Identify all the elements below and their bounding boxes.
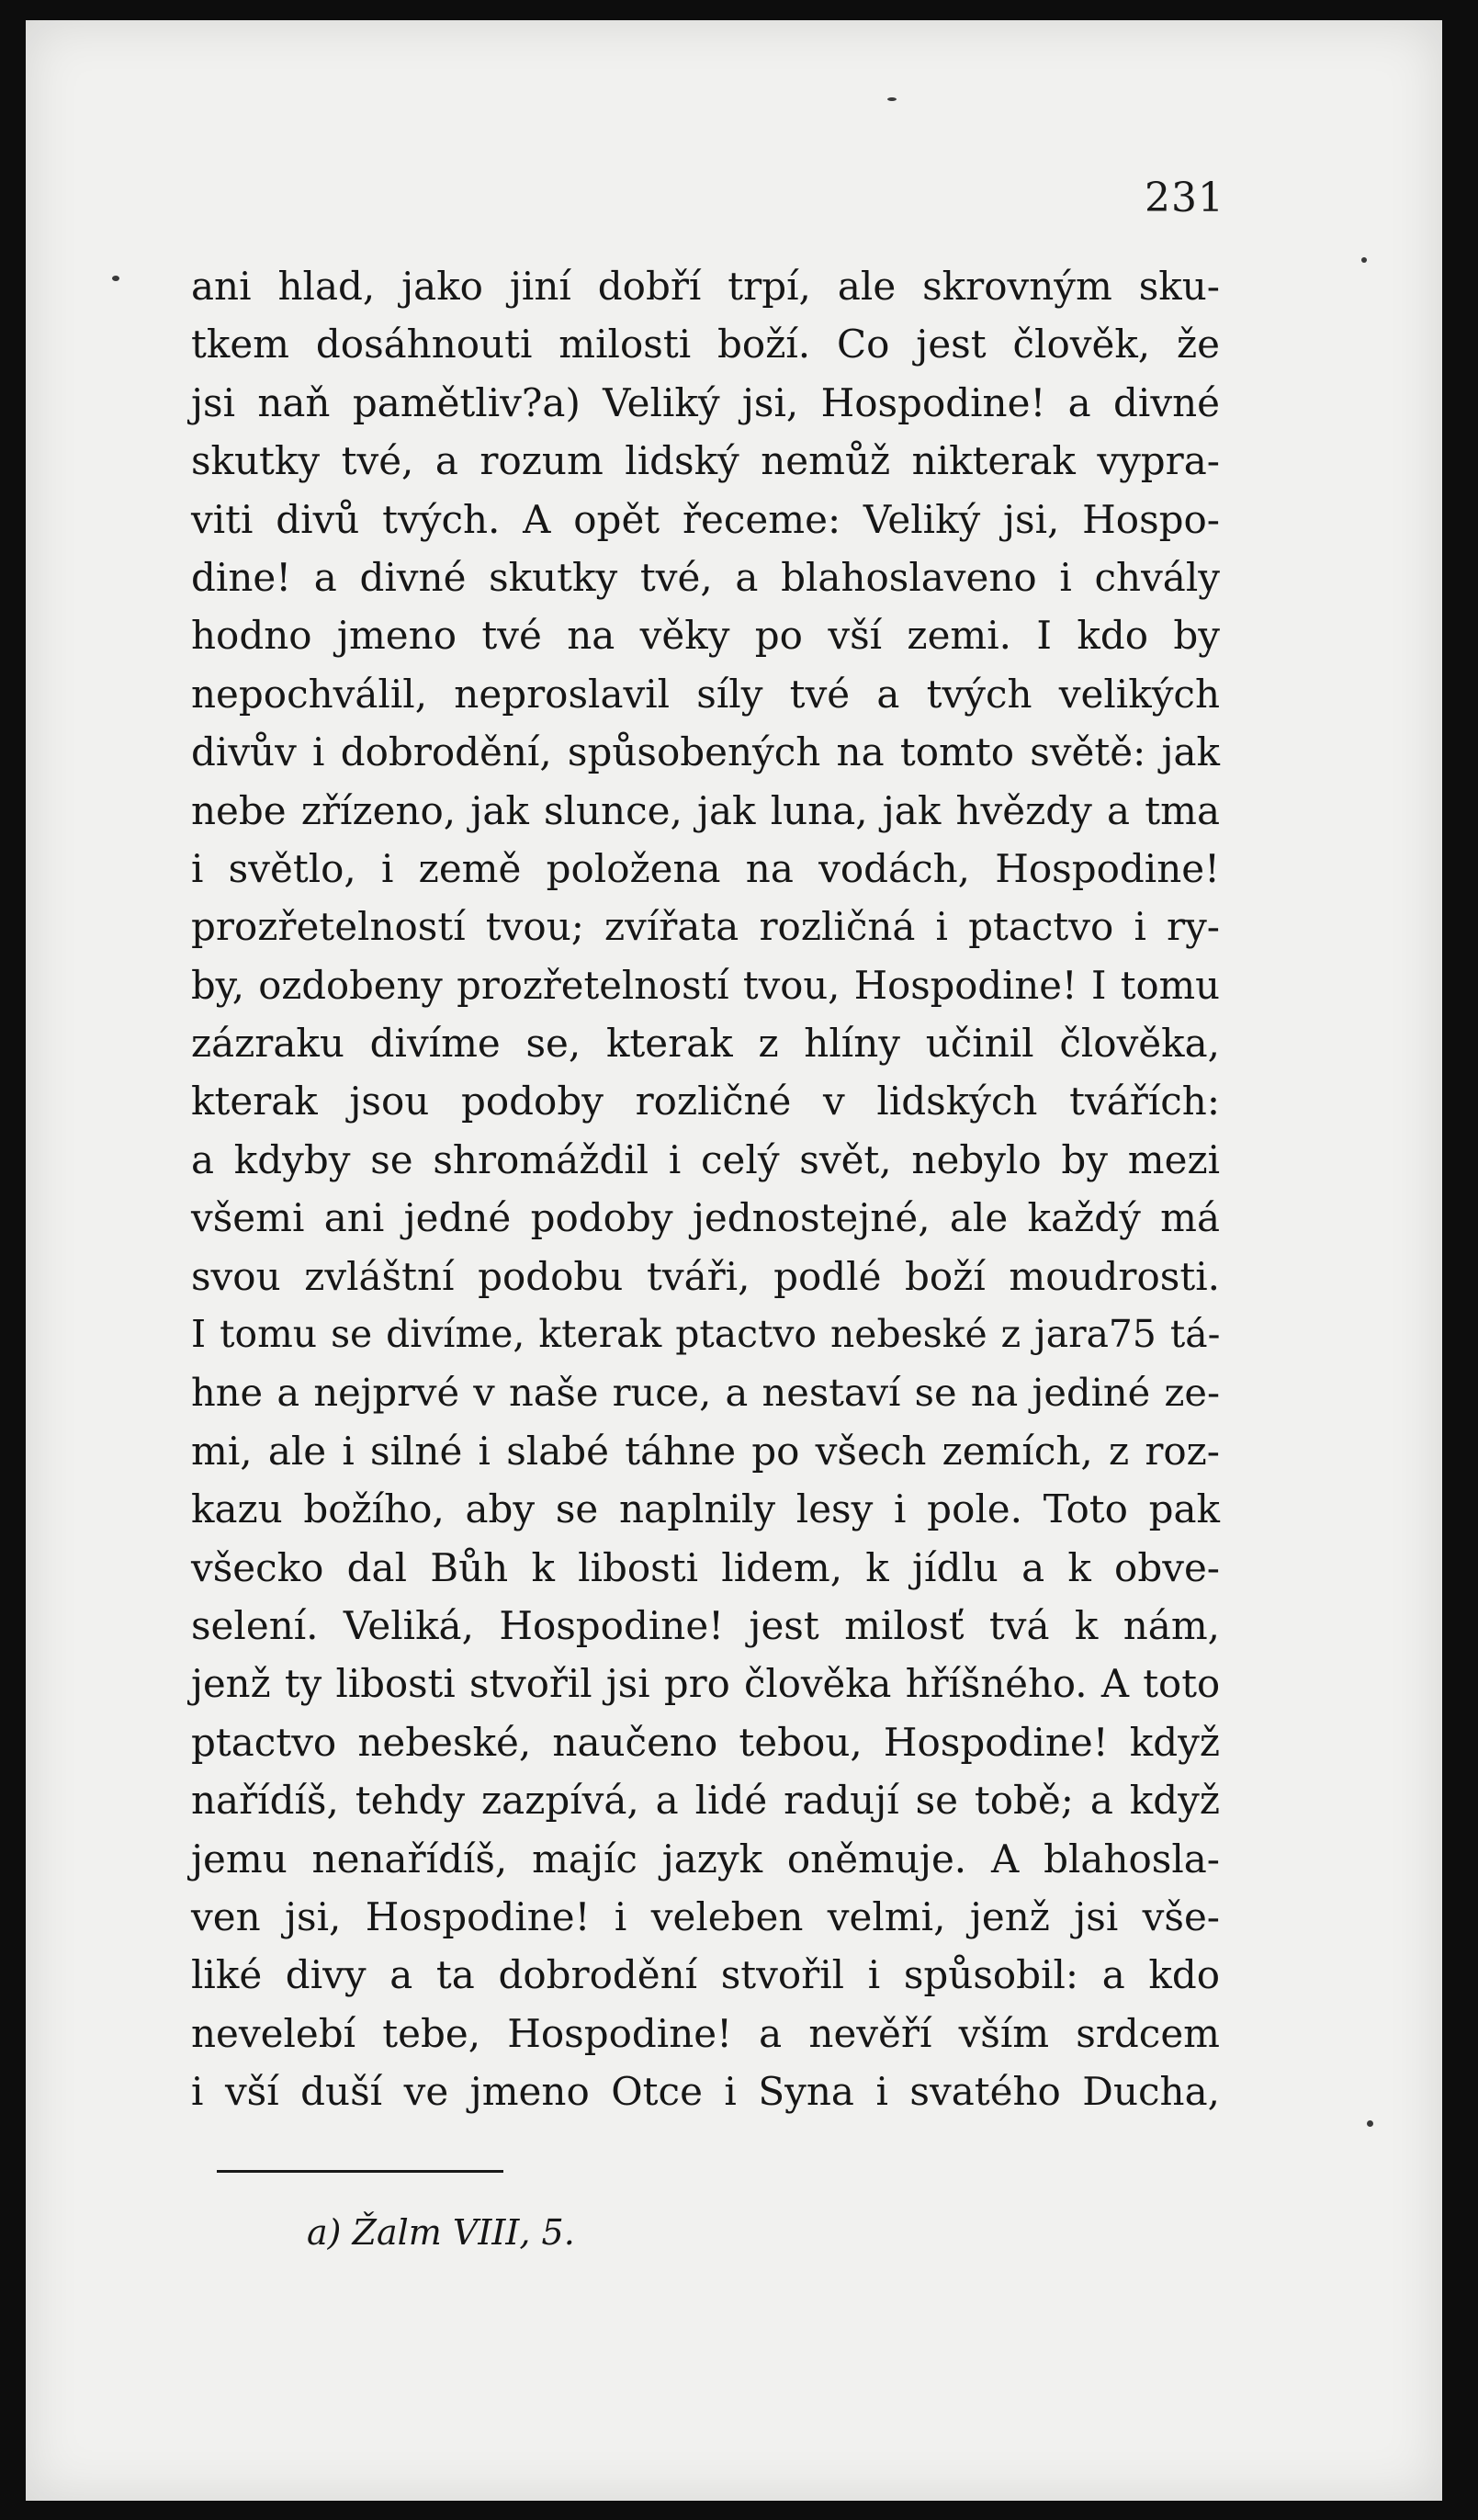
footnote-divider (217, 2170, 503, 2173)
paper-speck (887, 97, 897, 101)
text-line: I tomu se divíme, kterak ptactvo nebeské z jara75 tá- (191, 1312, 1221, 1357)
text-line: nepochválil, neproslavil síly tvé a tvých velikých (191, 671, 1220, 717)
text-line: dine! a divné skutky tvé, a blahoslaveno i chvály (191, 554, 1220, 600)
text-line: skutky tvé, a rozum lidský nemůž nikterak vypra- (191, 438, 1220, 484)
text-line: by, ozdobeny prozřetelností tvou, Hospodine! I tomu (191, 962, 1220, 1008)
text-line: nebe zřízeno, jak slunce, jak luna, jak hvězdy a tma (191, 787, 1220, 833)
text-line: zázraku divíme se, kterak z hlíny učinil člověka, (191, 1021, 1220, 1067)
text-line: nařídíš, tehdy zazpívá, a lidé radují se tobě; a když (191, 1778, 1220, 1824)
text-line: jenž ty libosti stvořil jsi pro člověka hříšného. A toto (191, 1661, 1221, 1707)
text-line: liké divy a ta dobrodění stvořil i spůsobil: a kdo (191, 1952, 1220, 1998)
text-line: prozřetelností tvou; zvířata rozličná i ptactvo i ry- (191, 904, 1220, 950)
text-line: divův i dobrodění, spůsobených na tomto světě: jak (191, 729, 1220, 775)
text-line: jsi naň pamětliv?a) Veliký jsi, Hospodine! a divné (191, 379, 1220, 425)
text-line: kazu božího, aby se naplnily lesy i pole. Toto pak (191, 1486, 1220, 1532)
text-line: hne a nejprvé v naše ruce, a nestaví se na jediné ze- (191, 1370, 1220, 1416)
body-text (191, 257, 1220, 2121)
text-line: i vší duší ve jmeno Otce i Syna i svatého Ducha, (191, 2069, 1220, 2115)
text-line: viti divů tvých. A opět řeceme: Veliký jsi, Hospo- (191, 496, 1220, 542)
text-line: ven jsi, Hospodine! i veleben velmi, jenž jsi vše- (191, 1893, 1220, 1939)
text-line: ptactvo nebeské, naučeno tebou, Hospodine! když (191, 1719, 1220, 1765)
paper-speck (112, 276, 119, 281)
text-line: jemu nenařídíš, majíc jazyk oněmuje. A blahosla- (191, 1836, 1220, 1882)
text-line: ani hlad, jako jiní dobří trpí, ale skrovným sku- (191, 264, 1220, 309)
paper-speck (1367, 2120, 1373, 2127)
book-page (26, 20, 1442, 2501)
paper-speck (1361, 257, 1367, 263)
text-line: svou zvláštní podobu tváři, podlé boží moudrosti. (191, 1253, 1220, 1299)
text-line: všecko dal Bůh k libosti lidem, k jídlu a k obve- (191, 1544, 1220, 1590)
text-line: selení. Veliká, Hospodine! jest milosť tvá k nám, (191, 1602, 1220, 1648)
text-line: nevelebí tebe, Hospodine! a nevěří vším srdcem (191, 2010, 1220, 2056)
text-line: všemi ani jedné podoby jednostejné, ale každý má (191, 1195, 1220, 1241)
text-line: hodno jmeno tvé na věky po vší zemi. I kdo by (191, 613, 1220, 659)
text-line: tkem dosáhnouti milosti boží. Co jest člověk, že (191, 322, 1220, 367)
text-line: a kdyby se shromáždil i celý svět, nebylo by mezi (191, 1136, 1220, 1182)
text-line: kterak jsou podoby rozličné v lidských tvářích: (191, 1079, 1220, 1124)
text-line: i světlo, i země položena na vodách, Hospodine! (191, 845, 1220, 891)
footnote: a) Žalm VIII, 5. (307, 2212, 575, 2253)
page-number: 231 (1145, 175, 1224, 221)
text-line: mi, ale i silné i slabé táhne po všech zemích, z roz- (191, 1428, 1220, 1474)
